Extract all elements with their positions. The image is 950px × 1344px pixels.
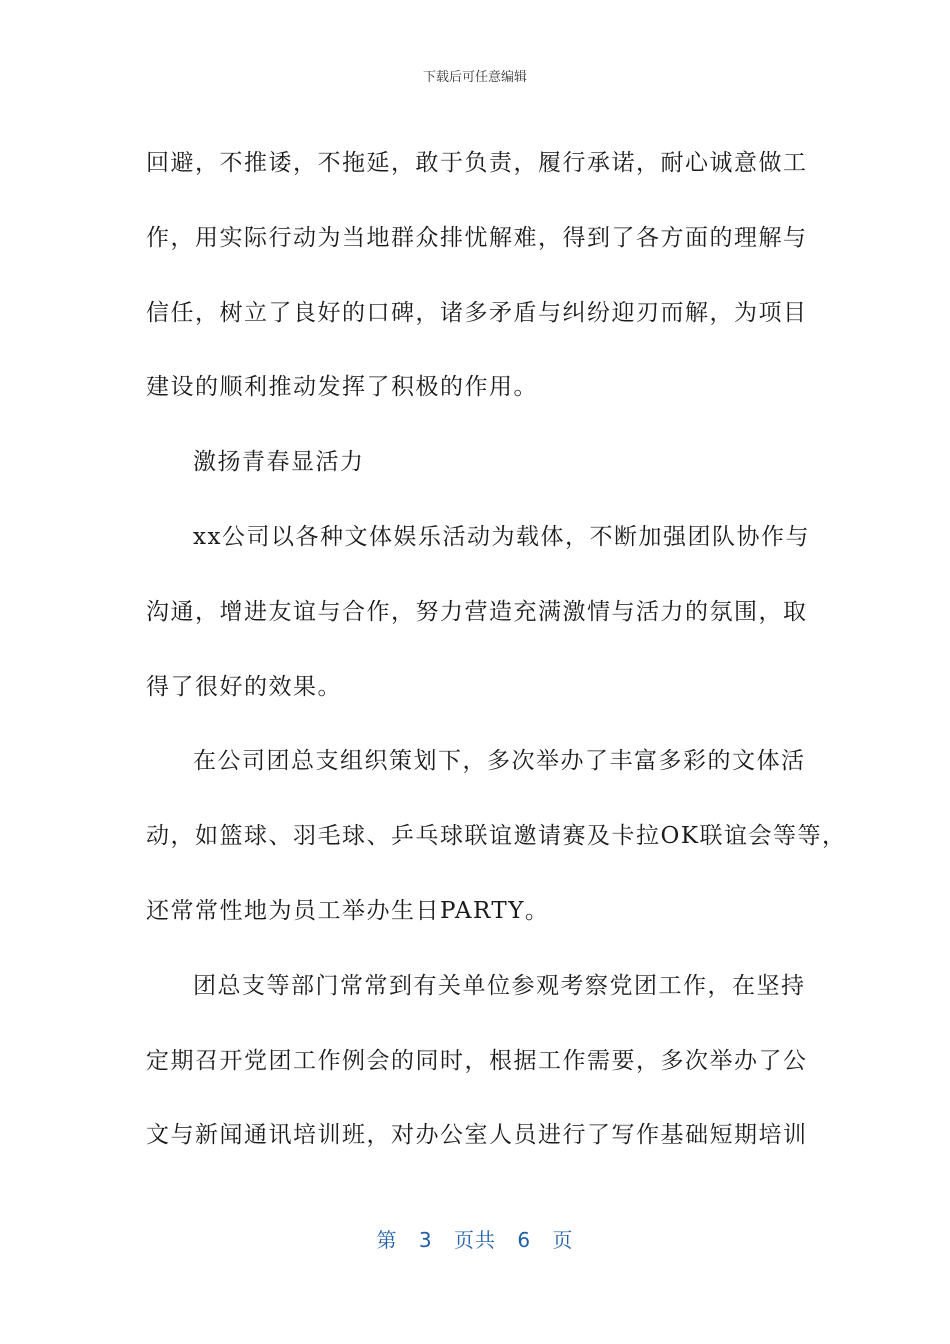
body-line: 动，如篮球、羽毛球、乒乓球联谊邀请赛及卡拉OK联谊会等等，	[146, 823, 847, 850]
body-line: 信任，树立了良好的口碑，诸多矛盾与纠纷迎刃而解，为项目	[146, 299, 808, 326]
body-line: 建设的顺利推动发挥了积极的作用。	[146, 374, 538, 401]
body-line: 文与新闻通讯培训班，对办公室人员进行了写作基础短期培训	[146, 1122, 808, 1149]
body-line: xx公司以各种文体娱乐活动为载体，不断加强团队协作与	[193, 523, 810, 550]
body-line: 定期召开党团工作例会的同时，根据工作需要，多次举办了公	[146, 1047, 808, 1074]
page-number: 第 3 页共 6 页	[376, 1228, 574, 1252]
document-body	[146, 126, 847, 1173]
body-line: 沟通，增进友谊与合作，努力营造充满激情与活力的氛围，取	[146, 598, 808, 625]
header-note: 下载后可任意编辑	[422, 70, 527, 85]
body-line: 得了很好的效果。	[146, 673, 342, 700]
section-heading: 激扬青春显活力	[193, 449, 365, 476]
body-line: 回避，不推诿，不拖延，敢于负责，履行承诺，耐心诚意做工	[146, 150, 808, 176]
body-line: 团总支等部门常常到有关单位参观考察党团工作，在坚持	[193, 972, 806, 999]
body-line: 还常常性地为员工举办生日PARTY。	[146, 897, 550, 924]
body-line: 作，用实际行动为当地群众排忧解难，得到了各方面的理解与	[146, 224, 808, 251]
body-line: 在公司团总支组织策划下，多次举办了丰富多彩的文体活	[193, 748, 806, 775]
